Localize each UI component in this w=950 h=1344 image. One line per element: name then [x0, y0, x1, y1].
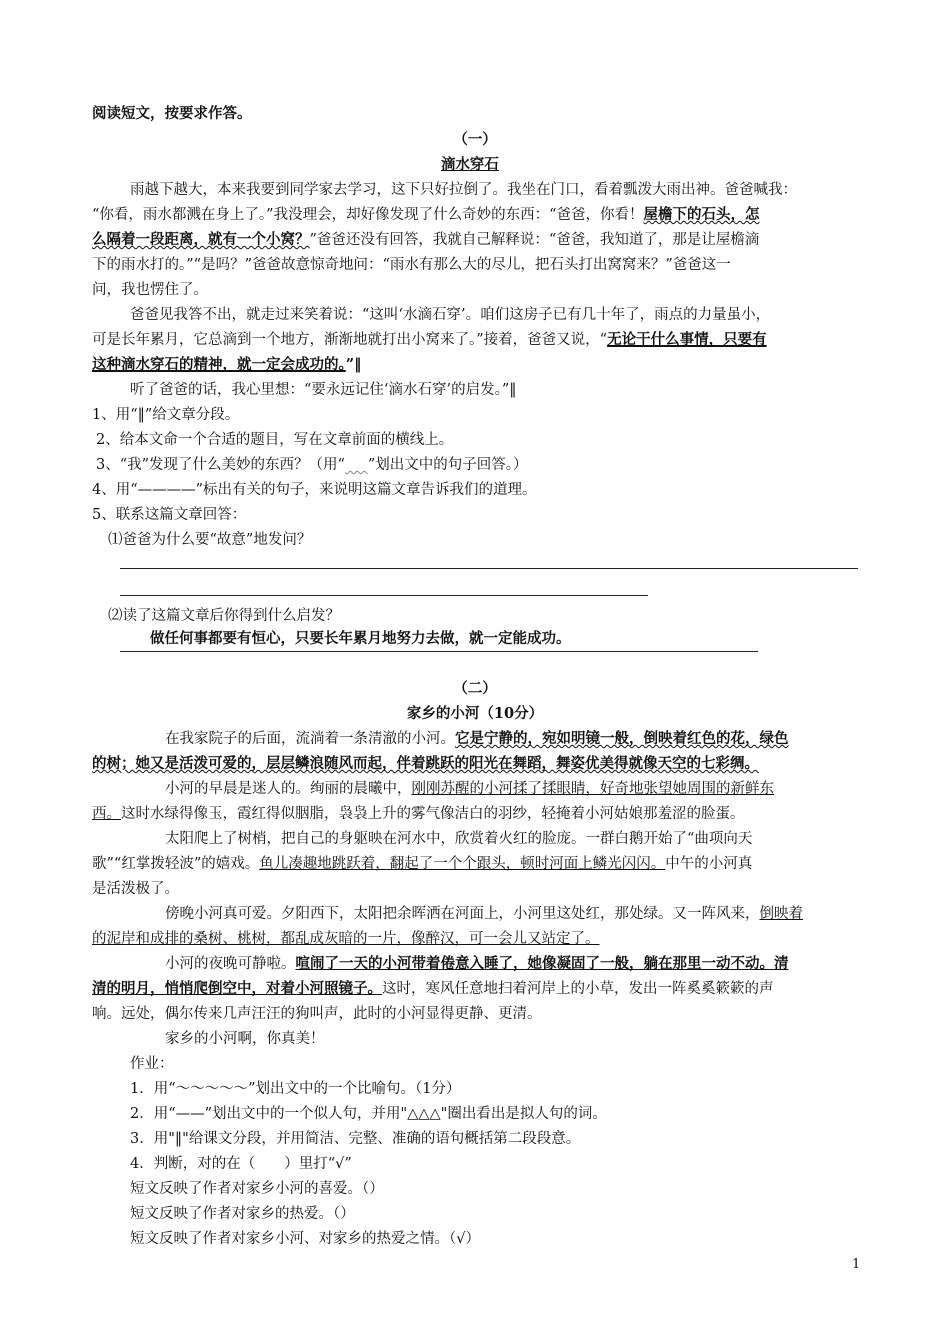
wavy-mark-sample [345, 458, 368, 472]
p1-answer-5-2 [120, 627, 890, 652]
p2-para2-line2 [92, 802, 862, 826]
p2-evening-b: 的泥岸和成排的桑树、桃树，都乱成灰暗的一片，像醉汉，可一会儿又站定了。 [92, 931, 600, 947]
p1-line-4: 下的雨水打的。”“是吗？”爸爸故意惊奇地问：“雨水有那么大的尽儿，把石头打出窝窝来？”爸爸这一 [92, 257, 731, 273]
p2-para5-line2 [92, 977, 862, 1001]
p2-para4-line2 [92, 927, 862, 951]
intro-instruction: 阅读短文，按要求作答。 [92, 105, 252, 122]
p2-para5-line1 [165, 952, 862, 976]
p1-line-2 [92, 203, 862, 227]
p2-simile-a: 它是宁静的，宛如明镜一般，倒映着红色的花，绿色 [455, 730, 789, 747]
passage2-title: 家乡的小河（10分） [406, 705, 544, 722]
p1-line-7 [92, 328, 862, 352]
p1-moral-sentence-b: 这种滴水穿石的精神，就一定会成功的。 [92, 356, 346, 373]
p2-para5-rest: 这时，寒风任意地扫着河岸上的小草，发出一阵奚奚簌簌的声 [382, 981, 774, 997]
p2-para3-line3: 是活泼极了。 [92, 881, 179, 897]
p2-para5-line3: 响。远处，偶尔传来几声汪汪的狗叫声，此时的小河显得更静、更清。 [92, 1006, 542, 1022]
p1-question-4: 4、用“————”标出有关的句子，来说明这篇文章告诉我们的道理。 [92, 482, 537, 498]
passage1-title [0, 153, 950, 177]
page-number: 1 [852, 1257, 861, 1272]
p2-night-b: 清的明月，悄悄爬倒空中，对着小河照镜子。 [92, 980, 382, 997]
p1-line-1: 雨越下越大，本来我要到同学家去学习，这下只好拉倒了。我坐在门口，看着瓢泼大雨出神。爸爸喊我： [130, 182, 797, 198]
passage2-number: （二） [453, 680, 497, 697]
p1-line-8-end: ”‖ [345, 356, 362, 373]
p1-question-2: 2、给本文命一个合适的题目，写在文章前面的横线上。 [96, 432, 454, 448]
homework-4-option-1: 短文反映了作者对家乡小河的喜爱。（） [130, 1181, 384, 1197]
p1-line-9: 听了爸爸的话，我心里想：“要永远记住‘滴水石穿’的启发。”‖ [130, 382, 517, 398]
homework-4-option-3: 短文反映了作者对家乡小河、对家乡的热爱之情。（√） [130, 1231, 480, 1247]
p1-moral-sentence-a: 无论干什么事情，只要有 [607, 331, 767, 348]
p1-question-3 [96, 453, 866, 477]
p1-beautiful-sentence-a: 屋檐下的石头，怎 [643, 206, 760, 223]
p2-para6: 家乡的小河啊，你真美！ [165, 1031, 325, 1047]
homework-4: 4．判断，对的在（ ）里打“√” [130, 1156, 352, 1172]
p2-para4-line1 [165, 902, 862, 926]
p1-question-5: 5、联系这篇文章回答： [92, 507, 247, 523]
passage1-number: （一） [453, 131, 497, 148]
p2-personification-b: 西。 [92, 806, 121, 822]
p2-para3-line2 [92, 852, 862, 876]
p1-question-5-1: ⑴爸爸为什么要“故意”地发问？ [108, 532, 312, 548]
p1-question-3-b: ”划出文中的句子回答。） [367, 457, 528, 473]
p2-para2-rest: 这时水绿得像玉，霞红得似胭脂，袅袅上升的雾气像洁白的羽纱，轻掩着小河姑娘那羞涩的脸蛋。 [121, 806, 745, 822]
p2-para3-text: 歌”“红掌拨轻波”的嬉戏。 [92, 856, 260, 872]
p1-line-8 [92, 353, 862, 377]
p2-fish-sentence: 鱼儿凑趣地跳跃着，翻起了一个个跟头，顿时河面上鳞光闪闪。 [259, 856, 666, 872]
answer-line-2[interactable] [120, 595, 648, 596]
p2-para1-line1 [165, 727, 862, 751]
passage1-title-text: 滴水穿石 [440, 156, 499, 173]
p2-para1-text: 在我家院子的后面，流淌着一条清澈的小河。 [165, 731, 455, 747]
p1-line-3-text: ”爸爸还没有回答，我就自己解释说：“爸爸，我知道了，那是让屋檐滴 [309, 232, 760, 248]
answer-line-1[interactable] [120, 568, 858, 569]
homework-label: 作业： [130, 1056, 174, 1072]
p1-question-5-2: ⑵读了这篇文章后你得到什么启发？ [108, 608, 340, 624]
p1-answer-5-2-text: 做任何事都要有恒心，只要长年累月地努力去做，就一定能成功。 [120, 627, 758, 652]
p2-simile-b: 的树；她又是活泼可爱的，层层鳞浪随风而起，伴着跳跃的阳光在舞蹈，舞姿优美得就像天空的七彩绸。 [92, 755, 759, 772]
p1-line-5: 问，我也愣住了。 [92, 282, 208, 298]
homework-3: 3．用"‖"给课文分段，并用简洁、完整、准确的语句概括第二段段意。 [130, 1131, 581, 1147]
p2-para4-text: 傍晚小河真可爱。夕阳西下，太阳把余晖洒在河面上，小河里这处红，那处绿。又一阵风来， [165, 906, 760, 922]
p1-beautiful-sentence-b: 么隔着一段距离，就有一个小窝？ [92, 231, 310, 248]
p1-line-3 [92, 228, 862, 252]
p2-para2-line1 [165, 777, 862, 801]
p2-para3-line1: 太阳爬上了树梢，把自己的身躯映在河水中，欣赏着火红的脸庞。一群白鹅开始了“曲项向天 [165, 831, 753, 847]
p2-para2-text: 小河的早晨是迷人的。绚丽的晨曦中， [165, 781, 412, 797]
p2-personification-a: 刚刚苏醒的小河揉了揉眼睛，好奇地张望她周围的新鲜东 [411, 781, 774, 797]
homework-2: 2．用“——”划出文中的一个似人句，并用"△△△"圈出看出是拟人句的词。 [130, 1106, 607, 1122]
p1-line-6: 爸爸见我答不出，就走过来笑着说：“这叫‘水滴石穿’。咱们这房子已有几十年了，雨点的力量虽小， [130, 307, 771, 323]
p2-para5-text: 小河的夜晚可静啦。 [165, 956, 296, 972]
p2-evening-a: 倒映着 [759, 906, 803, 922]
p1-question-3-a: 3、“我”发现了什么美妙的东西？（用“ [96, 457, 345, 473]
homework-1: 1．用“～～～～～”划出文中的一个比喻句。（1分） [130, 1081, 461, 1097]
p2-night-a: 喧闹了一天的小河带着倦意入睡了，她像凝固了一般，躺在那里一动不动。清 [295, 955, 789, 972]
p2-para1-line2 [92, 752, 862, 776]
p1-question-1: 1、用“‖”给文章分段。 [92, 407, 240, 423]
p1-line-7-text: 可是长年累月，它总滴到一个地方，渐渐地就打出小窝来了。”接着，爸爸又说，“ [92, 332, 608, 348]
p1-line-2-text: “你看，雨水都溅在身上了。”我没理会，却好像发现了什么奇妙的东西：“爸爸，你看！ [92, 207, 644, 223]
p2-para3-tail: 中午的小河真 [665, 856, 753, 872]
homework-4-option-2: 短文反映了作者对家乡的热爱。（） [130, 1206, 355, 1222]
